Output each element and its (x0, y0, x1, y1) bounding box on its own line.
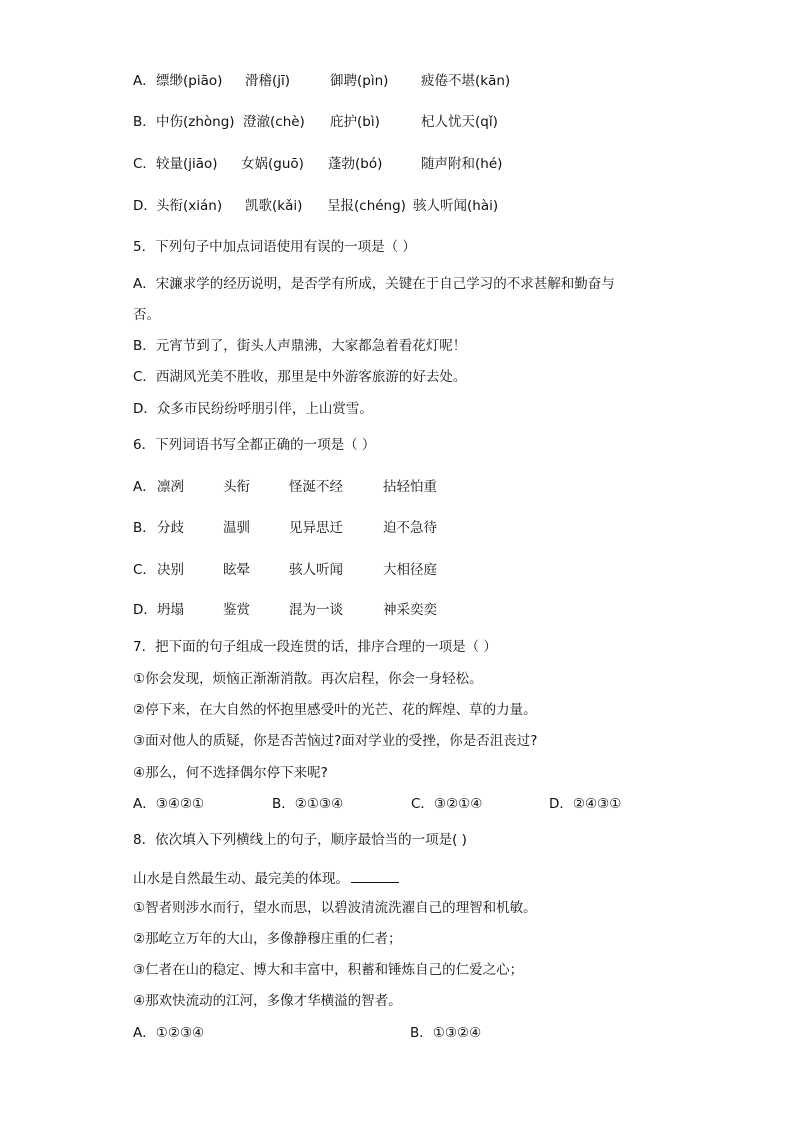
q8-sentence-1: ①智者则涉水而行，望水而思，以碧波清流洗濯自己的理智和机敏。 (133, 900, 537, 916)
option-item: 坍塌 (157, 602, 184, 618)
option-letter: B． (133, 114, 156, 130)
q8-sentence-3: ③仁者在山的稳定、博大和丰富中，积蓄和锤炼自己的仁爱之心； (133, 962, 524, 978)
option-item: 女娲(guō) (241, 156, 304, 172)
q7-sentence-3: ③面对他人的质疑，你是否苦恼过?面对学业的受挫，你是否沮丧过? (133, 733, 538, 749)
q8-stem: 8．依次填入下列横线上的句子，顺序最恰当的一项是( ) (133, 832, 467, 848)
option-item: 分歧 (157, 520, 184, 536)
option-item: 头衔 (223, 479, 250, 495)
option-item: 凛冽 (157, 479, 184, 495)
q7-sentence-1: ①你会发现，烦恼正渐渐消散。再次启程，你会一身轻松。 (133, 671, 483, 687)
option-item: 凯歌(kǎi) (245, 198, 303, 214)
q5-option-c: C．西湖风光美不胜收，那里是中外游客旅游的好去处。 (133, 369, 467, 385)
option-item: 温驯 (223, 520, 250, 536)
option-item: 迫不急待 (383, 520, 437, 536)
option-item: 鉴赏 (223, 602, 250, 618)
option-item: 拈轻怕重 (383, 479, 437, 495)
q8-sentence-4: ④那欢快流动的江河，多像才华横溢的智者。 (133, 993, 402, 1009)
option-letter: D． (133, 198, 157, 214)
option-letter: A． (133, 479, 156, 495)
option-letter: D． (133, 602, 157, 618)
option-item: 眩晕 (223, 562, 250, 578)
option-item: 滑稽(jī) (245, 73, 291, 89)
q8-sentence-2: ②那屹立万年的大山，多像静穆庄重的仁者； (133, 931, 402, 947)
q5-option-a-line1: A．宋濂求学的经历说明，是否学有所成，关键在于自己学习的不求甚解和勤奋与 (133, 276, 615, 292)
option-item: 骇人听闻 (289, 562, 343, 578)
fill-blank (351, 868, 399, 883)
q6-stem: 6．下列词语书写全都正确的一项是（ ） (133, 437, 376, 453)
q8-option-b: B．①③②④ (410, 1025, 482, 1041)
option-letter: C． (133, 156, 156, 172)
option-letter: C． (133, 562, 156, 578)
q8-lead-text: 山水是自然最生动、最完美的体现。 (133, 871, 349, 887)
q5-option-d: D．众多市民纷纷呼朋引伴，上山赏雪。 (133, 401, 373, 417)
q5-option-b: B．元宵节到了，街头人声鼎沸，大家都急着看花灯呢！ (133, 338, 467, 354)
option-item: 呈报(chéng) (327, 198, 406, 214)
q7-sentence-2: ②停下来，在大自然的怀抱里感受叶的光芒、花的辉煌、草的力量。 (133, 702, 537, 718)
q8-option-a: A．①②③④ (133, 1025, 205, 1041)
option-letter: A． (133, 73, 156, 89)
option-item: 神采奕奕 (383, 602, 437, 618)
option-item: 庇护(bì) (330, 114, 380, 130)
option-item: 大相径庭 (383, 562, 437, 578)
option-letter: B． (133, 520, 156, 536)
q8-lead (133, 868, 399, 888)
q7-option-b: B．②①③④ (272, 796, 344, 812)
option-item: 见异思迁 (289, 520, 343, 536)
q5-stem: 5．下列句子中加点词语使用有误的一项是（ ） (133, 239, 416, 255)
option-item: 头衔(xián) (156, 198, 223, 214)
option-item: 中伤(zhòng) (156, 114, 235, 130)
option-item: 随声附和(hé) (421, 156, 503, 172)
option-item: 缥缈(piāo) (156, 73, 223, 89)
option-item: 决别 (157, 562, 184, 578)
option-item: 御聘(pìn) (330, 73, 389, 89)
q7-option-d: D．②④③① (549, 796, 622, 812)
option-item: 混为一谈 (289, 602, 343, 618)
q7-option-a: A．③④②① (133, 796, 205, 812)
q7-sentence-4: ④那么，何不选择偶尔停下来呢? (133, 765, 328, 781)
q7-option-c: C．③②①④ (411, 796, 483, 812)
option-item: 疲倦不堪(kān) (421, 73, 511, 89)
option-item: 较量(jiāo) (156, 156, 218, 172)
option-item: 怪涎不经 (289, 479, 343, 495)
option-item: 骇人听闻(hài) (413, 198, 499, 214)
option-item: 杞人忧天(qǐ) (421, 114, 498, 130)
option-item: 蓬勃(bó) (328, 156, 383, 172)
option-item: 澄澈(chè) (243, 114, 305, 130)
q5-option-a-line2: 否。 (133, 307, 160, 323)
q7-stem: 7．把下面的句子组成一段连贯的话，排序合理的一项是（ ） (133, 639, 497, 655)
